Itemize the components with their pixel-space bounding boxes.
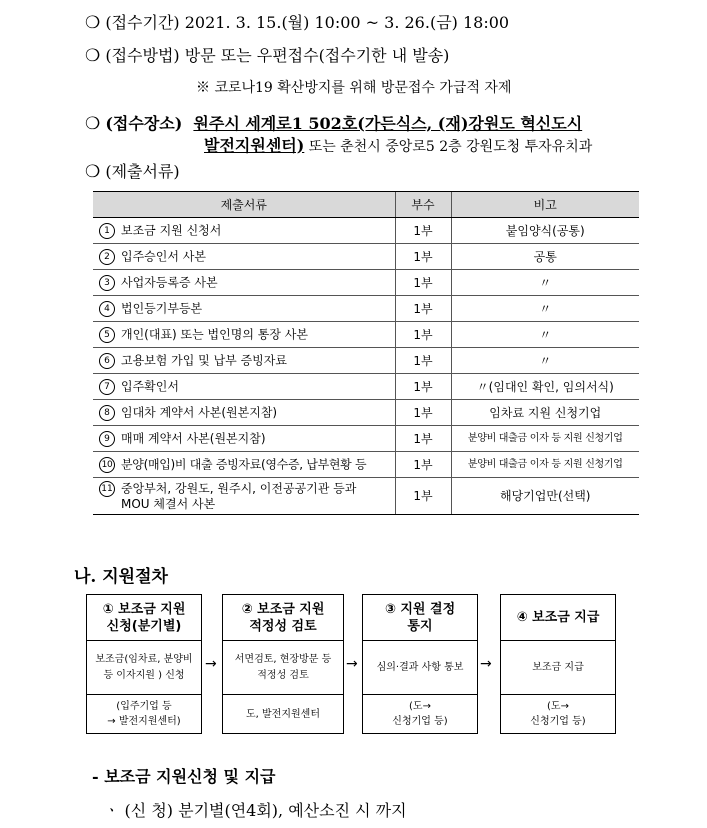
step-heading: ② 보조금 지원 적정성 검토 — [223, 595, 343, 641]
doc-name: 보조금 지원 신청서 — [121, 223, 222, 237]
doc-count: 1부 — [395, 244, 451, 270]
header-note: 비고 — [451, 192, 639, 218]
period-value: 2021. 3. 15.(월) 10:00 ~ 3. 26.(금) 18:00 — [184, 13, 510, 32]
doc-count: 1부 — [395, 426, 451, 452]
step-box-3 — [362, 594, 478, 734]
bullet-icon: ❍ — [85, 162, 101, 182]
doc-name: 분양(매입)비 대출 증빙자료(영수증, 납부현황 등 — [121, 457, 367, 471]
doc-note: 〃 — [451, 348, 639, 374]
doc-name-cont: MOU 체결서 사본 — [121, 497, 216, 511]
covid-note: ※ 코로나19 확산방지를 위해 방문접수 가급적 자제 — [196, 80, 512, 96]
row-number: 4 — [99, 301, 115, 317]
doc-name: 고용보험 가입 및 납부 증빙자료 — [121, 353, 287, 367]
arrow-icon: → — [480, 656, 492, 672]
step-footer: (도→ 신청기업 등) — [392, 701, 448, 727]
row-number: 8 — [99, 405, 115, 421]
table-row — [93, 296, 639, 322]
method-line — [85, 43, 449, 66]
row-number: 10 — [99, 457, 115, 473]
bullet-icon: ❍ — [85, 13, 101, 33]
table-row — [93, 426, 639, 452]
doc-name: 사업자등록증 사본 — [121, 275, 218, 289]
doc-name: 매매 계약서 사본(원본지참) — [121, 431, 266, 445]
step-body: 서면검토, 현장방문 등 적정성 검토 — [223, 641, 343, 695]
step-box-4 — [500, 594, 616, 734]
step-footer: (입주기업 등 → 발전지원센터) — [107, 701, 181, 727]
arrow-icon: → — [346, 656, 358, 672]
doc-name: 개인(대표) 또는 법인명의 통장 사본 — [121, 327, 308, 341]
doc-note: 붙임양식(공통) — [451, 218, 639, 244]
table-row — [93, 218, 639, 244]
method-value: 방문 또는 우편접수(접수기한 내 발송) — [184, 46, 450, 65]
step-footer: 도, 발전지원센터 — [246, 708, 320, 720]
doc-note: 〃(임대인 확인, 임의서식) — [451, 374, 639, 400]
table-header-row — [93, 192, 639, 218]
step-body: 심의·결과 사항 통보 — [363, 641, 477, 695]
table-row — [93, 374, 639, 400]
place-value-2-bold: 발전지원센터) — [204, 136, 305, 155]
period-label: (접수기간) — [105, 13, 180, 32]
step-box-1 — [86, 594, 202, 734]
doc-note: 〃 — [451, 322, 639, 348]
doc-note: 해당기업만(선택) — [451, 478, 639, 515]
row-number: 3 — [99, 275, 115, 291]
doc-name: 중앙부처, 강원도, 원주시, 이전공공기관 등과 — [121, 481, 357, 496]
table-row — [93, 452, 639, 478]
table-row — [93, 478, 639, 515]
doc-name: 입주승인서 사본 — [121, 249, 206, 263]
method-label: (접수방법) — [105, 46, 180, 65]
bullet-icon: ❍ — [85, 46, 101, 66]
step-body: 보조금(임차료, 분양비 등 이자지원 ) 신청 — [87, 641, 201, 695]
place-value-1: 원주시 세계로1 502호(가든식스, (재)강원도 혁신도시 — [193, 114, 583, 133]
table-row — [93, 244, 639, 270]
doc-count: 1부 — [395, 270, 451, 296]
table-row — [93, 270, 639, 296]
sub-item: ㆍ (신 청) 분기별(연4회), 예산소진 시 까지 — [104, 801, 407, 820]
doc-count: 1부 — [395, 452, 451, 478]
docs-label: (제출서류) — [105, 162, 180, 181]
doc-count: 1부 — [395, 400, 451, 426]
step-heading: ③ 지원 결정 통지 — [363, 595, 477, 641]
header-doc: 제출서류 — [93, 192, 395, 218]
doc-note: 〃 — [451, 296, 639, 322]
table-row — [93, 322, 639, 348]
row-number: 7 — [99, 379, 115, 395]
row-number: 1 — [99, 223, 115, 239]
row-number: 11 — [99, 481, 115, 497]
row-number: 9 — [99, 431, 115, 447]
docs-line — [85, 159, 180, 182]
place-value-2-rest: 또는 춘천시 중앙로5 2층 강원도청 투자유치과 — [304, 139, 593, 155]
doc-note: 임차료 지원 신청기업 — [451, 400, 639, 426]
arrow-icon: → — [205, 656, 217, 672]
doc-note: 〃 — [451, 270, 639, 296]
sub-heading: - 보조금 지원신청 및 지급 — [92, 767, 276, 786]
table-row — [93, 400, 639, 426]
step-box-2 — [222, 594, 344, 734]
step-heading: ④ 보조금 지급 — [501, 595, 615, 641]
header-count: 부수 — [395, 192, 451, 218]
row-number: 2 — [99, 249, 115, 265]
doc-count: 1부 — [395, 374, 451, 400]
doc-count: 1부 — [395, 478, 451, 515]
documents-table — [93, 191, 639, 515]
doc-count: 1부 — [395, 322, 451, 348]
place-line-2 — [204, 133, 592, 156]
doc-name: 법인등기부등본 — [121, 301, 203, 315]
bullet-icon: ❍ — [85, 114, 101, 134]
step-body: 보조금 지급 — [501, 641, 615, 695]
step-footer: (도→ 신청기업 등) — [530, 701, 586, 727]
step-heading: ① 보조금 지원 신청(분기별) — [87, 595, 201, 641]
doc-name: 입주확인서 — [121, 379, 179, 393]
doc-note: 공통 — [451, 244, 639, 270]
period-line — [85, 10, 509, 33]
doc-count: 1부 — [395, 348, 451, 374]
doc-count: 1부 — [395, 218, 451, 244]
doc-note: 분양비 대출금 이자 등 지원 신청기업 — [451, 452, 639, 478]
table-row — [93, 348, 639, 374]
place-label: (접수장소) — [105, 114, 183, 133]
doc-note: 분양비 대출금 이자 등 지원 신청기업 — [451, 426, 639, 452]
place-line-1 — [85, 111, 582, 134]
row-number: 5 — [99, 327, 115, 343]
doc-name: 임대차 계약서 사본(원본지참) — [121, 405, 278, 419]
doc-count: 1부 — [395, 296, 451, 322]
row-number: 6 — [99, 353, 115, 369]
procedure-title: 나. 지원절차 — [74, 567, 168, 587]
